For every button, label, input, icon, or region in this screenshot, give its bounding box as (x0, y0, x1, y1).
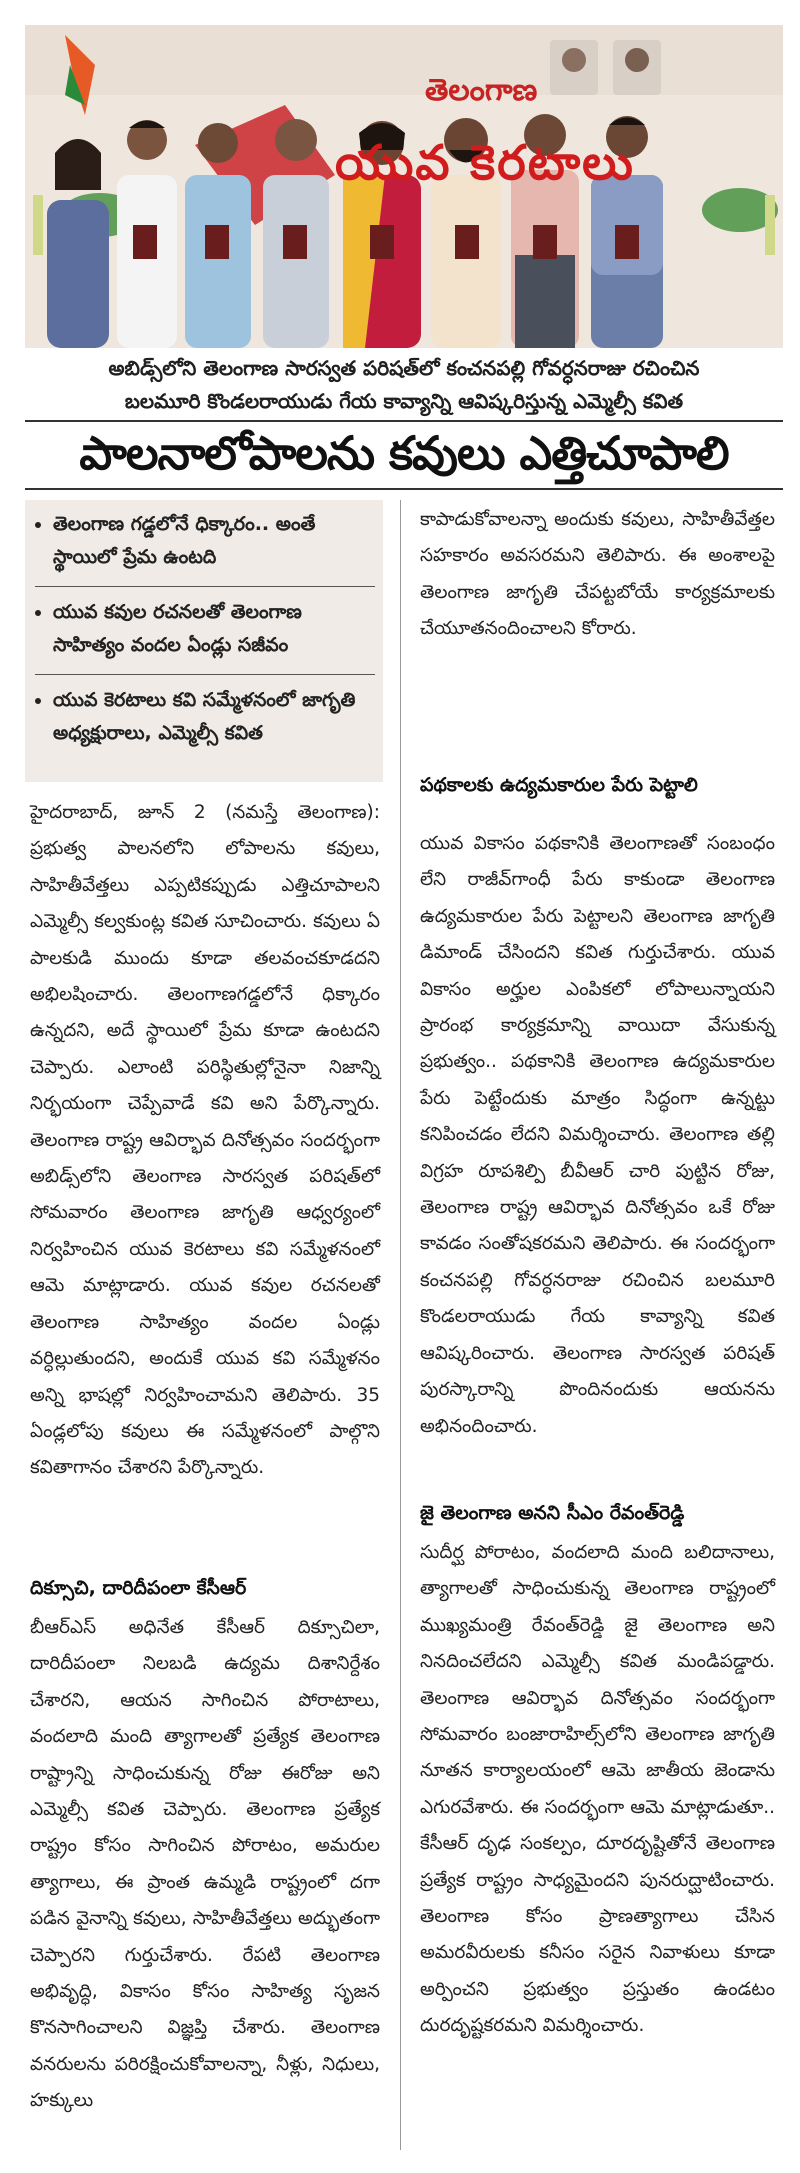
highlight-divider (35, 586, 375, 587)
photo-banner-line2: యువ కెరటాలు (335, 135, 635, 191)
right-paragraph2: యువ వికాసం పథకానికి తెలంగాణతో సంబంధం లేని రాజీవ్‌గాంధీ పేరు కాకుండా తెలంగాణ ఉద్యమకారుల పేరు పెట్టాలని తెలంగాణ జాగృతి డిమాండ్ చేసిందని కవిత గుర్తుచేశారు. యువ వికాసం అర్హుల ఎంపికలో లోపాలున్నాయని ప్రారంభ కార్యక్రమాన్ని వాయిదా వేసుకున్న ప్రభుత్వం.. పథకానికి తెలంగాణ ఉద్యమకారుల పేరు పెట్టేందుకు మాత్రం సిద్ధంగా ఉన్నట్టు కనిపించడం లేదని విమర్శించారు. తెలంగాణ తల్లి విగ్రహ రూపశిల్పి బీవీఆర్ చారి పుట్టిన రోజు, తెలంగాణ రాష్ట్ర ఆవిర్భావ దినోత్సవం ఒకే రోజు కావడం సంతోషకరమని తెలిపారు. ఈ సందర్భంగా కంచనపల్లి గోవర్ధనరాజు రచించిన బలమూరి కొండలరాయుడు గేయ కావ్యాన్ని కవిత ఆవిష్కరించారు. తెలంగాణ సారస్వత పరిషత్ పురస్కారాన్ని పొందినందుకు ఆయనను అభినందించారు. (420, 833, 775, 1437)
bullet-icon (35, 610, 41, 616)
right-subhead2: జై తెలంగాణ అనని సీఎం రేవంత్‌రెడ్డి (420, 1502, 685, 1524)
right-subhead1: పథకాలకు ఉద్యమకారుల పేరు పెట్టాలి (420, 774, 698, 796)
bullet-icon (35, 698, 41, 704)
left-subhead: దిక్సూచి, దారిదీపంలా కేసీఆర్ (30, 1577, 247, 1599)
caption-line1: అబిడ్స్‌లోని తెలంగాణ సారస్వత పరిషత్‌లో కంచనపల్లి గోవర్ధనరాజు రచించిన (108, 356, 700, 380)
right-paragraph1: కాపాడుకోవాలన్నా అందుకు కవులు, సాహితీవేత్తల సహకారం అవసరమని తెలిపారు. ఈ అంశాలపై తెలంగాణ జాగృతి చేపట్టబోయే కార్యక్రమాలకు చేయూతనందించాలని కోరారు. (420, 509, 775, 640)
left-paragraph2: బీఆర్‌ఎస్ అధినేత కేసీఆర్ దిక్సూచిలా, దారిదీపంలా నిలబడి ఉద్యమ దిశానిర్దేశం చేశారని, ఆయన సాగించిన పోరాటాలు, వందలాది మంది త్యాగాలతో ప్రత్యేక తెలంగాణ రాష్ట్రాన్ని సాధించుకున్న రోజు ఈరోజు అని ఎమ్మెల్సీ కవిత చెప్పారు. తెలంగాణ ప్రత్యేక రాష్ట్రం కోసం సాగించిన పోరాటం, అమరుల త్యాగాలు, ఈ ప్రాంత ఉమ్మడి రాష్ట్రంలో దగా పడిన వైనాన్ని కవులు, సాహితీవేత్తలు అద్భుతంగా చెప్పారని గుర్తుచేశారు. రేపటి తెలంగాణ అభివృద్ధి, వికాసం కోసం సాహిత్య సృజన కొనసాగించాలని విజ్ఞప్తి చేశారు. తెలంగాణ వనరులను పరిరక్షించుకోవాలన్నా, నీళ్లు, నిధులు, హక్కులు (30, 1617, 380, 2112)
highlight-item: యువ కెరటాలు కవి సమ్మేళనంలో జాగృతి అధ్యక్షురాలు, ఎమ్మెల్సీ కవిత (35, 684, 375, 750)
photo-banner-line1: తెలంగాణ (425, 73, 538, 108)
headline: పాలనాలోపాలను కవులు ఎత్తిచూపాలి (79, 426, 729, 480)
bullet-icon (35, 522, 41, 528)
headline-bottom-rule (25, 488, 783, 490)
right-paragraph3: సుదీర్ఘ పోరాటం, వందలాది మంది బలిదానాలు, త్యాగాలతో సాధించుకున్న తెలంగాణ రాష్ట్రంలో ముఖ్యమంత్రి రేవంత్‌రెడ్డి జై తెలంగాణ అని నినదించలేదని ఎమ్మెల్సీ కవిత మండిపడ్డారు. తెలంగాణ ఆవిర్భావ దినోత్సవం సందర్భంగా సోమవారం బంజారాహిల్స్‌లోని తెలంగాణ జాగృతి నూతన కార్యాలయంలో ఆమె జాతీయ జెండాను ఎగురవేశారు. ఈ సందర్భంగా ఆమె మాట్లాడుతూ.. కేసీఆర్ దృఢ సంకల్పం, దూరదృష్టితోనే తెలంగాణ ప్రత్యేక రాష్ట్రం సాధ్యమైందని పునరుద్ఘాటించారు. తెలంగాణ కోసం ప్రాణత్యాగాలు చేసిన అమరవీరులకు కనీసం సరైన నివాళులు కూడా అర్పించని ప్రభుత్వం ప్రస్తుతం ఉండటం దురదృష్టకరమని విమర్శించారు. (420, 1542, 775, 2037)
event-photo (25, 25, 783, 348)
highlight-item: తెలంగాణ గడ్డలోనే ధిక్కారం.. అంతే స్థాయిలో ప్రేమ ఉంటది (35, 508, 375, 574)
highlight-divider (35, 674, 375, 675)
column-divider (400, 500, 401, 2150)
highlight-item: యువ కవుల రచనలతో తెలంగాణ సాహిత్యం వందల ఏండ్లు సజీవం (35, 596, 375, 662)
photo-caption (25, 352, 783, 418)
left-intro-paragraph: హైదరాబాద్, జూన్ 2 (నమస్తే తెలంగాణ): ప్రభుత్వ పాలనలోని లోపాలను కవులు, సాహితీవేత్తలు ఎప్పటికప్పుడు ఎత్తిచూపాలని ఎమ్మెల్సీ కల్వకుంట్ల కవిత సూచించారు. కవులు ఏ పాలకుడి ముందు కూడా తలవంచకూడదని అభిలషించారు. తెలంగాణగడ్డలోనే ధిక్కారం ఉన్నదని, అదే స్థాయిలో ప్రేమ కూడా ఉంటదని చెప్పారు. ఎలాంటి పరిస్థితుల్లోనైనా నిజాన్ని నిర్భయంగా చెప్పేవాడే కవి అని పేర్కొన్నారు. తెలంగాణ రాష్ట్ర ఆవిర్భావ దినోత్సవం సందర్భంగా అబిడ్స్‌లోని తెలంగాణ సారస్వత పరిషత్‌లో సోమవారం తెలంగాణ జాగృతి ఆధ్వర్యంలో నిర్వహించిన యువ కెరటాలు కవి సమ్మేళనంలో ఆమె మాట్లాడారు. యువ కవుల రచనలతో తెలంగాణ సాహిత్యం వందల ఏండ్లు వర్ధిల్లుతుందని, అందుకే యువ కవి సమ్మేళనం అన్ని భాషల్లో నిర్వహించామని తెలిపారు. 35 ఏండ్లలోపు కవులు ఈ సమ్మేళనంలో పాల్గొని కవితాగానం చేశారని పేర్కొన్నారు. (30, 802, 380, 1479)
highlights-box (25, 500, 383, 782)
caption-line2: బలమూరి కొండలరాయుడు గేయ కావ్యాన్ని ఆవిష్కరిస్తున్న ఎమ్మెల్సీ కవిత (124, 389, 684, 413)
